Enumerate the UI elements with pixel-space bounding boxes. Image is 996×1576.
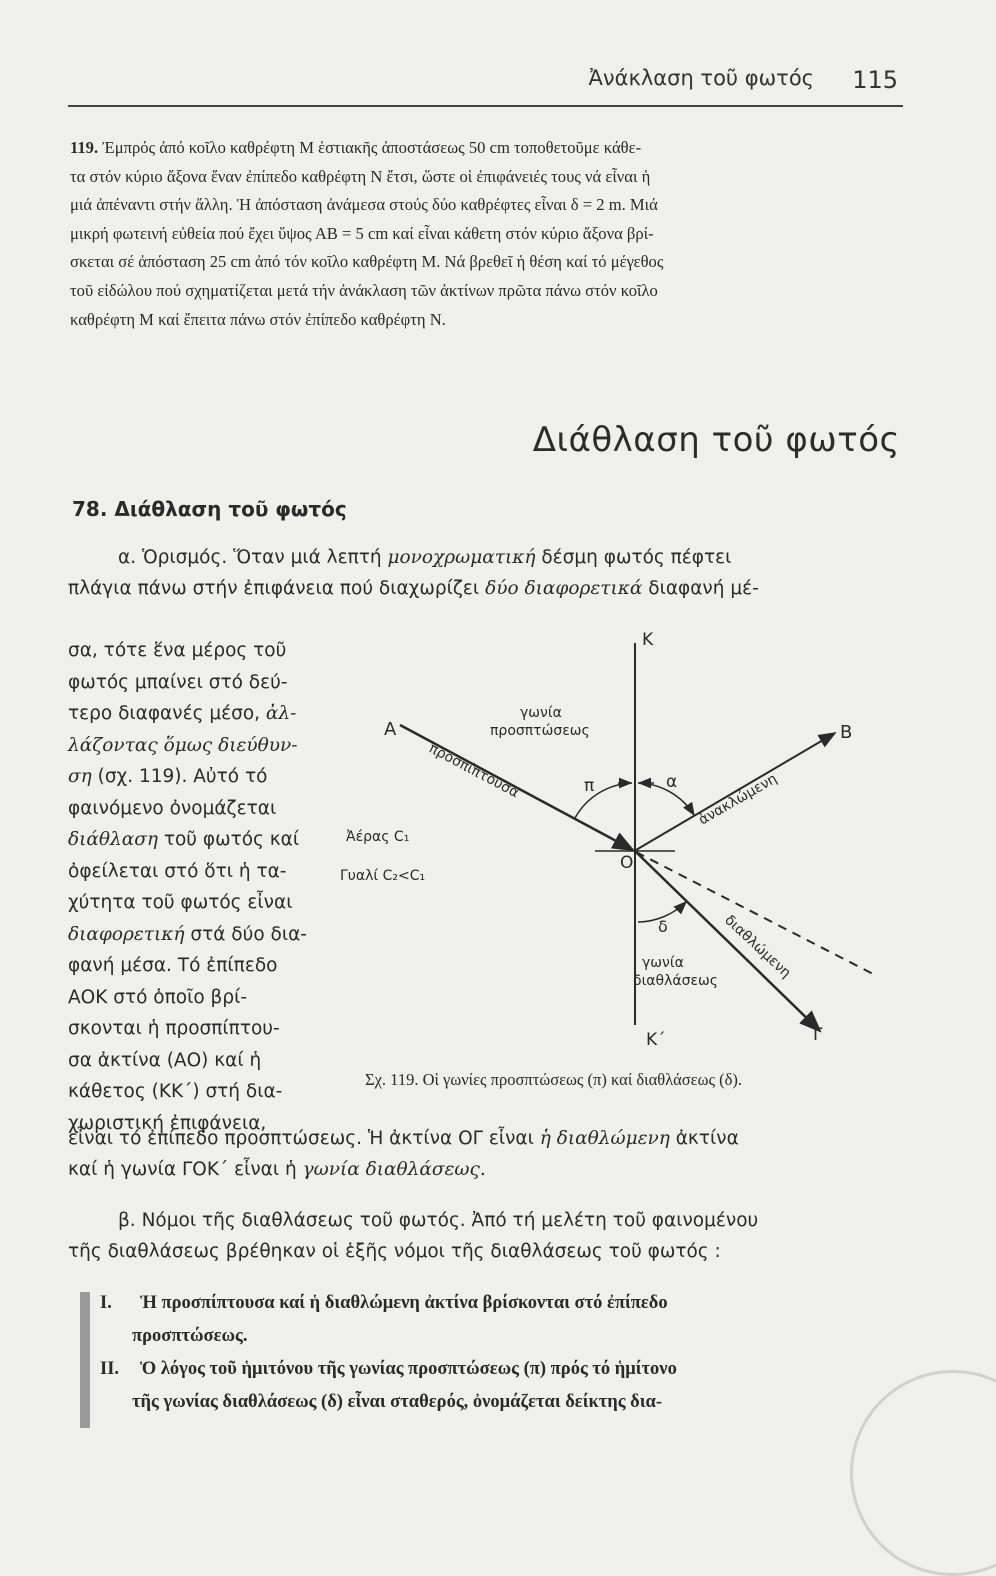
text-line: διαφορετική στά δύο δια- <box>68 923 307 945</box>
refracted-ray-label: διαθλώμενη <box>721 912 794 982</box>
text-line: ὀφείλεται στό ὅτι ἡ τα- <box>68 860 287 882</box>
definition-column <box>68 635 328 1139</box>
header-rule <box>68 105 903 107</box>
section-heading: Διάθλαση τοῦ φωτός <box>532 420 900 460</box>
running-title: Ἀνάκλαση τοῦ φωτός <box>588 66 814 90</box>
label-b: Β <box>840 722 853 743</box>
laws-margin-bar <box>80 1292 90 1428</box>
text-line: τερο διαφανές μέσο, ἀλ- <box>68 703 297 724</box>
angle-delta-label: δ <box>658 917 668 936</box>
exercise-line: μικρή φωτεινή εὐθεία πού ἔχει ὕψος ΑΒ = 5 cm καί εἶναι κάθετη στόν κύριο ἄξονα βρί- <box>70 223 654 243</box>
text-line: β. Νόμοι τῆς διαθλάσεως τοῦ φωτός. Ἀπό τή μελέτη τοῦ φαινομένου <box>118 1210 759 1231</box>
text-line: πλάγια πάνω στήν ἐπιφάνεια πού διαχωρίζει δύο διαφορετικά διαφανή μέ- <box>68 578 759 599</box>
angle-incidence-title: προσπτώσεως <box>490 723 590 739</box>
laws-list <box>100 1287 900 1419</box>
text-line: λάζοντας ὅμως διεύθυν- <box>68 734 298 756</box>
refracted-ray <box>636 852 820 1031</box>
text-line: τῆς διαθλάσεως βρέθηκαν οἱ ἑξῆς νόμοι τῆς διαθλάσεως τοῦ φωτός : <box>68 1241 721 1262</box>
figure-caption: Σχ. 119. Οἱ γωνίες προσπτώσεως (π) καί διαθλάσεως (δ). <box>365 1070 743 1089</box>
exercise-line: 119. Ἐμπρός ἀπό κοῖλο καθρέφτη Μ ἑστιακῆς ἀποστάσεως 50 cm τοποθετοῦμε κάθε- <box>70 138 642 157</box>
text-line: καί ἡ γωνία ΓΟΚ΄ εἶναι ἡ γωνία διαθλάσεως. <box>68 1159 486 1180</box>
laws-intro <box>68 1205 898 1267</box>
exercise-line: σκεται σέ ἀπόσταση 25 cm ἀπό τόν κοῖλο καθρέφτη Μ. Νά βρεθεῖ ἡ θέση καί τό μέγεθος <box>70 252 664 272</box>
text-line: κάθετος (ΚΚ΄) στή δια- <box>68 1081 283 1102</box>
exercise-line: καθρέφτη Μ καί ἔπειτα πάνω στόν ἐπίπεδο καθρέφτη Ν. <box>70 309 446 329</box>
angle-refraction-title: γωνία <box>642 955 684 971</box>
law-2: ΙΙ. Ὁ λόγος τοῦ ἡμιτόνου τῆς γωνίας προσπτώσεως (π) πρός τό ἡμίτονο τῆς γωνίας διαθλάσεως (δ) εἶναι σταθερός, ὀνομάζεται δείκτης δια- <box>100 1353 900 1419</box>
medium-glass-label: Γυαλί C₂<C₁ <box>340 868 426 884</box>
text-line: φαινόμενο ὀνομάζεται <box>68 797 277 819</box>
subsection-heading: 78. Διάθλαση τοῦ φωτός <box>72 497 347 521</box>
law-numeral: Ι. <box>100 1293 112 1313</box>
angle-pi-label: π <box>584 776 595 796</box>
definition-continuation <box>68 1123 898 1185</box>
text-line: σκονται ἡ προσπίπτου- <box>68 1018 280 1039</box>
incident-ray-label: προσπίπτουσα <box>426 740 522 802</box>
law-1: Ι. Ἡ προσπίπτουσα καί ἡ διαθλώμενη ἀκτίνα βρίσκονται στό ἐπίπεδο προσπτώσεως. <box>100 1287 900 1353</box>
definition-intro <box>68 542 898 604</box>
reflected-ray-label: ἀνακλώμενη <box>696 770 780 829</box>
angle-refraction-title: διαθλάσεως <box>633 973 718 989</box>
refraction-diagram <box>340 625 900 1055</box>
label-a: Α <box>384 719 397 740</box>
text-line: φανή μέσα. Τό ἐπίπεδο <box>68 955 278 976</box>
page-number: 115 <box>852 66 898 94</box>
medium-air-label: Ἀέρας C₁ <box>346 829 410 845</box>
exercise-number: 119. <box>70 138 99 157</box>
text-line: φωτός μπαίνει στό δεύ- <box>68 671 288 693</box>
text-line: ΑΟΚ στό ὁποῖο βρί- <box>68 986 248 1008</box>
law-numeral: ΙΙ. <box>100 1359 120 1379</box>
text-line: σα, τότε ἕνα μέρος τοῦ <box>68 640 287 661</box>
text-line: εἶναι τό ἐπίπεδο προσπτώσεως. Ἡ ἀκτίνα ΟΓ εἶναι ἡ διαθλώμενη ἀκτίνα <box>68 1128 739 1149</box>
exercise-line: τοῦ εἰδώλου πού σχηματίζεται μετά τήν ἀνάκλαση τῶν ἀκτίνων πρῶτα πάνω στόν κοῖλο <box>70 280 658 300</box>
exercise-line: μιά ἀπέναντι στήν ἄλλη. Ἡ ἀπόσταση ἀνάμεσα στούς δύο καθρέφτες εἶναι δ = 2 m. Μιά <box>70 195 658 215</box>
text-line: α. Ὁρισμός. Ὅταν μιά λεπτή μονοχρωματική δέσμη φωτός πέφτει <box>118 547 732 568</box>
label-k-prime: Κ΄ <box>646 1030 666 1050</box>
text-line: ση (σχ. 119). Αὐτό τό <box>68 766 268 787</box>
angle-incidence-title: γωνία <box>520 705 562 721</box>
text-line: χύτητα τοῦ φωτός εἶναι <box>68 892 293 913</box>
angle-alpha-label: α <box>666 772 678 792</box>
label-k: Κ <box>642 630 654 650</box>
exercise-119 <box>70 134 900 334</box>
label-g: Γ <box>813 1025 823 1045</box>
text-line: σα ἀκτίνα (ΑΟ) καί ἡ <box>68 1049 262 1071</box>
text-line: χωριστική ἐπιφάνεια, <box>68 1112 267 1134</box>
label-o: Ο <box>620 853 634 873</box>
text-line: διάθλαση τοῦ φωτός καί <box>68 829 300 850</box>
exercise-line: τα στόν κύριο ἄξονα ἕναν ἐπίπεδο καθρέφτη Ν ἔτσι, ὥστε οἱ ἐπιφάνειές τους νά εἶναι ἡ <box>70 166 651 186</box>
